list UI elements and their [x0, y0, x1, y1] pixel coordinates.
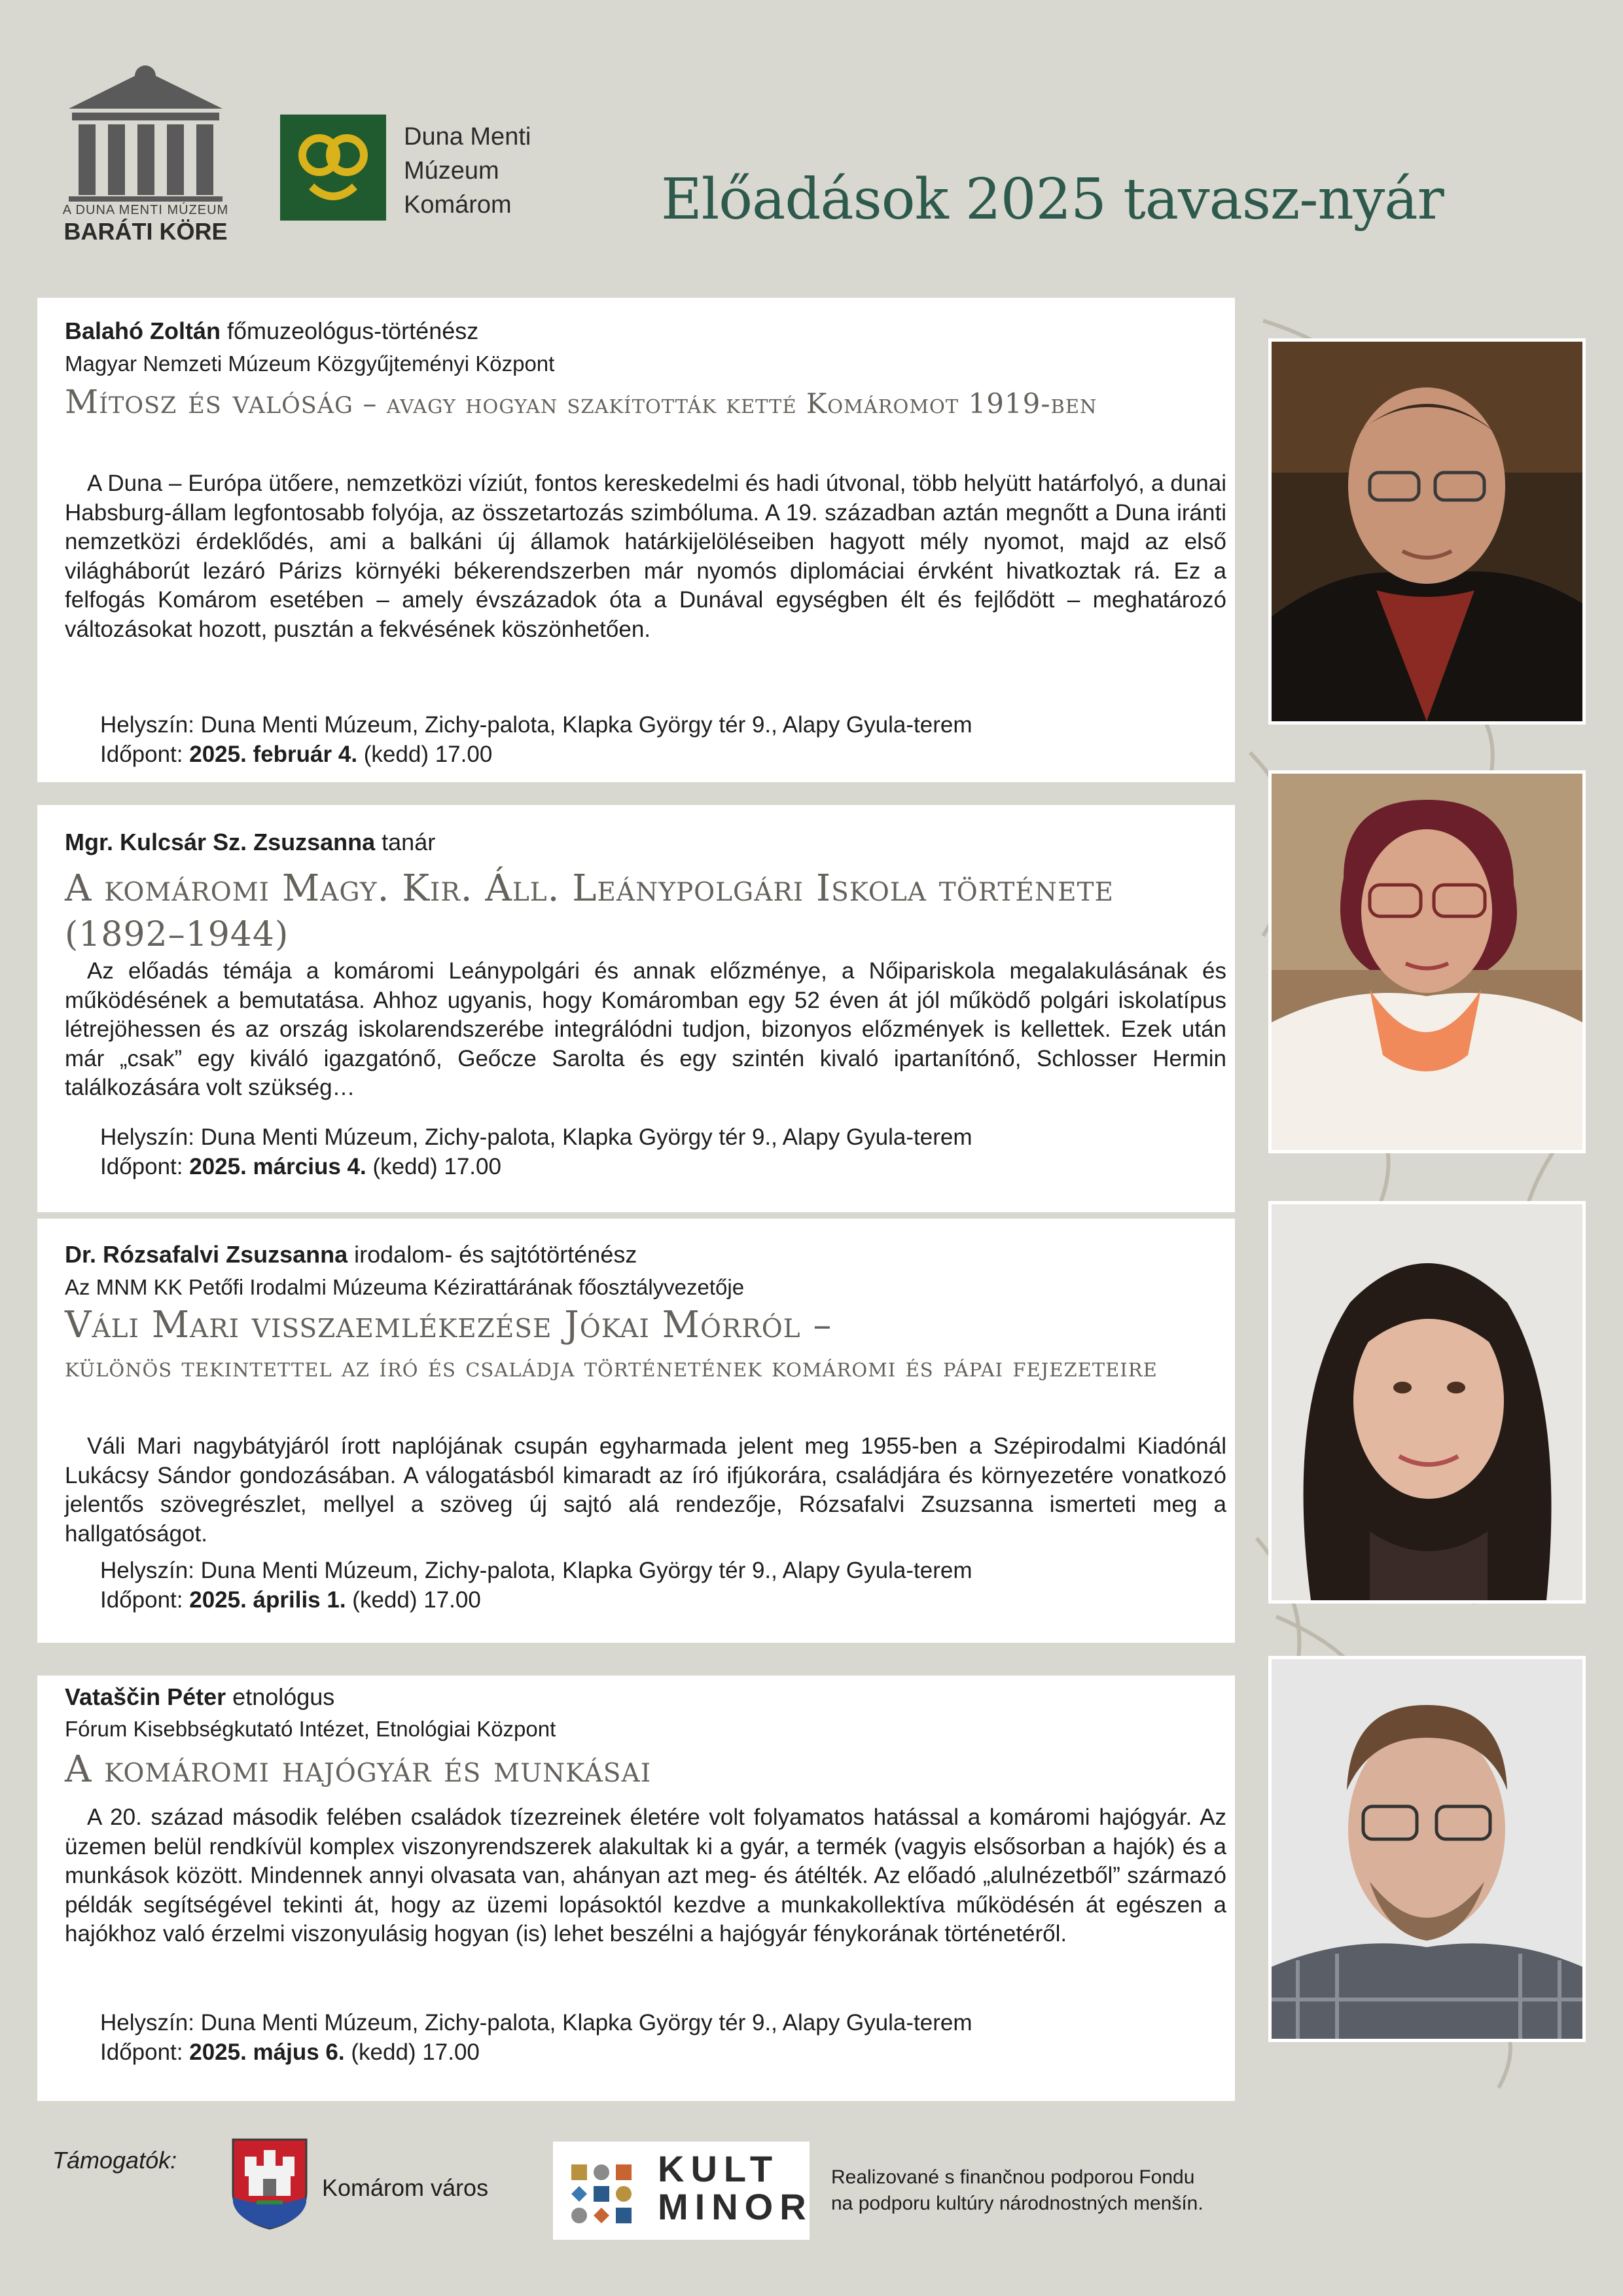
lecture-date: 2025. március 4. — [189, 1154, 366, 1179]
lecture-title-sub: – avagy hogyan szakították ketté Komáromot 1919-ben — [353, 387, 1097, 420]
speaker-photo-4 — [1268, 1656, 1586, 2042]
museum-name — [404, 120, 531, 222]
city-coat-of-arms-icon — [230, 2137, 309, 2230]
lecture-date: 2025. április 1. — [189, 1587, 346, 1613]
time-label: Időpont: — [100, 742, 183, 767]
time-label: Időpont: — [100, 2039, 183, 2065]
lecture-title-sub: (1892–1944) — [65, 915, 289, 954]
speaker-name: Vataščin Péter — [65, 1683, 226, 1710]
speaker-photo-2 — [1268, 770, 1586, 1153]
time-rest: (kedd) 17.00 — [372, 1154, 501, 1179]
speaker-role: irodalom- és sajtótörténész — [354, 1241, 637, 1268]
lecture-card-3 — [37, 1219, 1235, 1643]
lecture-title-main: A komáromi hajógyár és munkásai — [65, 1748, 652, 1791]
city-label: Komárom város — [322, 2174, 489, 2201]
lecture-time — [100, 1152, 501, 1181]
lecture-description: Az előadás témája a komáromi Leánypolgári és annak előzménye, a Nőipariskola megalakulásának és működésének a bemutatása. Ahhoz ugyanis, hogy Komáromban egy 52 éven át jól működő polgári iskolatípus létrejöhessen és az ország iskolarendszerébe integrálódni tudjon, bizonyos előzmények is kellettek. Ezek után már „csak” egy kiváló igazgatónő, Geőcze Sarolta és egy szintén kivaló ipartanítónő, Schlosser Hermin találkozására volt szükség… — [65, 958, 1226, 1100]
speaker-role: főmuzeológus-történész — [227, 317, 479, 344]
speaker-photo-1 — [1268, 338, 1586, 725]
time-rest: (kedd) 17.00 — [352, 1587, 481, 1613]
supporters-label: Támogatók: — [52, 2147, 177, 2174]
speaker-photo-3 — [1268, 1201, 1586, 1604]
lecture-time — [100, 2037, 480, 2067]
support-statement — [831, 2164, 1204, 2217]
museum-name-line1: Duna Menti — [404, 123, 531, 151]
museum-emblem-icon — [280, 115, 386, 221]
museum-name-line2: Múzeum — [404, 157, 499, 185]
speaker-role: tanár — [382, 829, 436, 855]
speaker-name: Dr. Rózsafalvi Zsuzsanna — [65, 1241, 348, 1268]
lecture-description: Váli Mari nagybátyjáról írott naplójának csupán egyharmada jelent meg 1955-ben a Szépirodalmi Kiadónál Lukácsy Sándor gondozásában. A válogatásból kimaradt az író ifjúkorára, családjára és környezetére vonatkozó jelentős szövegrészlet, mellyel a szöveg új sajtó alá rendezője, Rózsafalvi Zsuzsanna ismerteti meg a hallgatóságot. — [65, 1433, 1226, 1547]
lecture-venue: Helyszín: Duna Menti Múzeum, Zichy-palota, Klapka György tér 9., Alapy Gyula-terem — [100, 1124, 972, 1150]
lecture-time — [100, 1585, 481, 1615]
kultminor-line2: MINOR — [658, 2186, 813, 2227]
lecture-date: 2025. május 6. — [189, 2039, 345, 2065]
page-title: Előadások 2025 tavasz-nyár — [661, 167, 1444, 232]
speaker-name: Mgr. Kulcsár Sz. Zsuzsanna — [65, 829, 376, 855]
lecture-venue: Helyszín: Duna Menti Múzeum, Zichy-palota, Klapka György tér 9., Alapy Gyula-terem — [100, 1558, 972, 1583]
kultminor-line1: KULT — [658, 2148, 779, 2189]
lecture-time — [100, 740, 492, 769]
speaker-institution: Magyar Nemzeti Múzeum Közgyűjteményi Központ — [65, 351, 555, 376]
kultminor-wordmark — [658, 2150, 813, 2226]
lecture-title — [65, 1306, 1236, 1387]
lecture-description: A 20. század második felében családok tízezreinek életére volt folyamatos hatással a komáromi hajógyár. Az üzemen belül rendkívül komplex viszonyrendszerek alakultak ki a gyár, a termék (vagyis elsősorban a hajók) és a munkások között. Mindennek annyi olvasata van, ahányan azt meg- és átélték. Az előadó „alulnézetből” származó példák segítségével tekinti át, hogy az üzemi lopásoktól kezdve a munkakollektíva működésén át egészen a hajókhoz való érzelmi viszonyulásig hogyan (is) lehet beszélni a hajógyár fénykorának történetéről. — [65, 1804, 1226, 1946]
time-rest: (kedd) 17.00 — [351, 2039, 480, 2065]
lecture-title-main: A komáromi Magy. Kir. Áll. Leánypolgári Iskola története — [65, 867, 1114, 910]
lecture-description: A Duna – Európa ütőere, nemzetközi víziút, fontos kereskedelmi és hadi útvonal, több helyütt határfolyó, a dunai Habsburg-állam legfontosabb folyója, az összetartozás szimbóluma. A 19. században aztán megnőtt a Duna iránti nemzetközi érdeklődés, ami a balkáni új államok határkijelöléseiben hagyott mély nyomot, majd az első világháborút lezáró Párizs környéki békerendszerben már nyomós diplomáciai érvként hivatkoztak rá. Ez a felfogás Komárom esetében – amely évszázadok óta a Dunával egységben élt és fejlődött – meghatározó változásokat hozott, pusztán a fekvésének köszönhetően. — [65, 471, 1226, 642]
lecture-speaker — [65, 1683, 334, 1711]
lecture-title-main: Mítosz és valóság — [65, 383, 353, 421]
time-label: Időpont: — [100, 1587, 183, 1613]
lecture-speaker — [65, 317, 478, 345]
lecture-speaker — [65, 829, 435, 856]
friends-caption-line2: BARÁTI KÖRE — [63, 218, 228, 245]
museum-building-icon — [62, 58, 229, 202]
lecture-date: 2025. február 4. — [189, 742, 358, 767]
friends-caption-line1: A DUNA MENTI MÚZEUM — [62, 203, 229, 217]
support-line2: na podporu kultúry národnostných menšín. — [831, 2193, 1204, 2214]
speaker-institution: Fórum Kisebbségkutató Intézet, Etnológiai Központ — [65, 1717, 556, 1741]
time-label: Időpont: — [100, 1154, 183, 1179]
lecture-title — [65, 867, 1236, 957]
kultminor-logo-icon — [553, 2142, 651, 2240]
speaker-name: Balahó Zoltán — [65, 317, 221, 344]
lecture-title — [65, 1748, 1236, 1792]
time-rest: (kedd) 17.00 — [363, 742, 493, 767]
speaker-institution: Az MNM KK Petőfi Irodalmi Múzeuma Kézirattárának főosztályvezetője — [65, 1275, 745, 1299]
support-line1: Realizované s finančnou podporou Fondu — [831, 2166, 1195, 2188]
lecture-title — [65, 383, 1236, 423]
friends-circle-logo — [62, 58, 229, 247]
lecture-title-main: Váli Mari visszaemlékezése Jókai Mórról – — [65, 1304, 832, 1346]
museum-name-line3: Komárom — [404, 191, 512, 219]
lecture-title-sub: különös tekintettel az író és családja történetének komáromi és pápai fejezeteire — [65, 1351, 1158, 1383]
lecture-card-2 — [37, 805, 1235, 1212]
lecture-card-4 — [37, 1676, 1235, 2101]
lecture-card-1 — [37, 298, 1235, 782]
speaker-role: etnológus — [232, 1683, 335, 1710]
lecture-venue: Helyszín: Duna Menti Múzeum, Zichy-palota, Klapka György tér 9., Alapy Gyula-terem — [100, 2010, 972, 2036]
lecture-speaker — [65, 1241, 637, 1268]
header — [0, 0, 1623, 295]
lecture-venue: Helyszín: Duna Menti Múzeum, Zichy-palota, Klapka György tér 9., Alapy Gyula-terem — [100, 712, 972, 738]
